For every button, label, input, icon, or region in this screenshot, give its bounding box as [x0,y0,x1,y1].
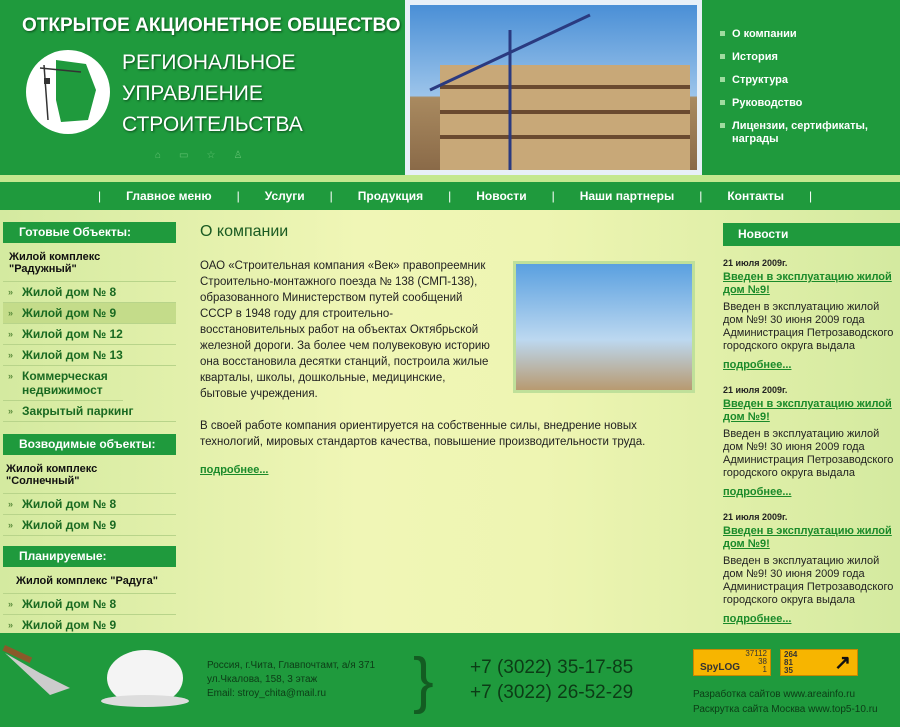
news-item [723,384,900,499]
phones [470,655,633,705]
workers-photo [513,261,695,393]
news-item [723,257,900,372]
news-more-link[interactable]: подробнее... [723,486,792,498]
nav-main-menu[interactable]: Главное меню [126,189,212,203]
intro-paragraph: ОАО «Строительная компания «Век» правопреемник Строительно-монтажного поезда № 138 (СМП-138), образованного Министерством путей сообщений СССР в 1948 году для строительно-восстановительных работ на объектах Октябрьской железной дороги. За более чем полувековую историю она восстановила десятки станций, построила жилые кварталы, школы, дошкольные, медицинские, бытовые учреждения. [200,260,490,400]
sidebar-item[interactable]: » Жилой дом № 8 [3,282,176,303]
title-line: РЕГИОНАЛЬНОЕ [122,51,296,74]
address-line: Россия, г.Чита, Главпочтамт, а/я 371 [207,660,376,671]
counter-value: 81 [784,658,793,667]
news-heading: Новости [723,223,900,246]
arrow-icon: ↗ [834,652,851,674]
sidebar-heading: Возводимые объекты: [3,434,176,455]
page-title: О компании [200,223,289,240]
sidebar-item[interactable]: » Коммерческая недвижимост [3,366,123,401]
news-title[interactable]: Введен в эксплуатацию жилой дом №9! [723,398,892,423]
footer [0,633,900,727]
company-logo[interactable] [26,50,110,134]
nav-products[interactable]: Продукция [357,189,424,203]
news-title[interactable]: Введен в эксплуатацию жилой дом №9! [723,525,892,550]
nav-partners[interactable]: Наши партнеры [579,189,675,203]
menu-structure[interactable]: Структура [720,74,890,87]
counter-value: 37112 [745,649,767,658]
counter-value: 1 [762,665,767,674]
menu-history[interactable]: История [720,51,890,64]
main-nav: | Главное меню | Услуги | Продукция | Новости | Наши партнеры | Контакты | [0,182,900,210]
spylog-counter[interactable] [693,649,771,676]
sidebar [3,222,176,636]
address [207,659,375,701]
nav-news[interactable]: Новости [476,189,527,203]
brace-icon: } [413,646,434,715]
sidebar-group[interactable]: Жилой комплекс "Радуга" [3,569,176,594]
news-item [723,511,900,626]
counter-label: SpyLOG [700,662,741,673]
menu-licenses[interactable]: Лицензии, сертификаты, награды [720,120,890,146]
sitemap-icon[interactable]: ♙ [233,150,243,161]
content [200,224,700,478]
news-text: Введен в эксплуатацию жилой дом №9! 30 июня 2009 года Администрация Петрозаводского городского округа выдала [723,428,894,479]
more-link[interactable]: подробнее... [200,464,269,476]
folder-icon[interactable]: ▭ [179,150,189,161]
sidebar-item[interactable]: » Жилой дом № 8 [3,494,176,515]
header-photo [405,0,702,175]
title-line: УПРАВЛЕНИЕ [122,82,263,105]
address-line: ул.Чкалова, 158, 3 этаж [207,674,318,685]
news-text: Введен в эксплуатацию жилой дом №9! 30 июня 2009 года Администрация Петрозаводского городского округа выдала [723,301,894,352]
news-date: 21 июля 2009г. [723,385,788,395]
news-panel [723,223,900,638]
sidebar-group[interactable]: Жилой комплекс "Солнечный" [3,457,176,494]
title-line: СТРОИТЕЛЬСТВА [122,113,303,136]
header [0,0,900,175]
sidebar-item[interactable]: » Жилой дом № 13 [3,345,176,366]
counter-value: 35 [784,666,793,675]
counter-value: 264 [784,650,798,659]
sidebar-item[interactable]: » Жилой дом № 9 [3,615,176,636]
menu-management[interactable]: Руководство [720,97,890,110]
news-date: 21 июля 2009г. [723,258,788,268]
nav-contacts[interactable]: Контакты [727,189,784,203]
phone: +7 (3022) 35-17-85 [470,657,634,678]
credits [693,687,878,717]
org-type: ОТКРЫТОЕ АКЦИОНЕТНОЕ ОБЩЕСТВО [22,15,401,36]
home-icon[interactable]: ⌂ [155,150,162,161]
menu-about[interactable]: О компании [720,28,890,41]
counter-value: 38 [758,657,767,666]
second-paragraph: В своей работе компания ориентируется на собственные силы, внедрение новых технологий, мировых стандартов качества, повышение производительности труда. [200,420,646,448]
top-counter[interactable] [780,649,858,676]
sidebar-heading: Планируемые: [3,546,176,567]
divider [0,175,900,182]
helmet-trowel-icon [0,633,200,727]
company-title [122,47,303,140]
news-date: 21 июля 2009г. [723,512,788,522]
nav-services[interactable]: Услуги [264,189,305,203]
news-title[interactable]: Введен в эксплуатацию жилой дом №9! [723,271,892,296]
news-more-link[interactable]: подробнее... [723,613,792,625]
sidebar-item[interactable]: » Жилой дом № 8 [3,594,176,615]
news-text: Введен в эксплуатацию жилой дом №9! 30 июня 2009 года Администрация Петрозаводского городского округа выдала [723,555,894,606]
phone: +7 (3022) 26-52-29 [470,682,634,703]
sidebar-item[interactable]: » Жилой дом № 9 [3,515,176,536]
sidebar-item[interactable]: » Жилой дом № 9 [3,303,176,324]
sidebar-item[interactable]: » Жилой дом № 12 [3,324,176,345]
email[interactable]: Email: stroy_chita@mail.ru [207,688,327,699]
bookmark-icon[interactable]: ☆ [206,150,216,161]
news-more-link[interactable]: подробнее... [723,359,792,371]
credit-link[interactable]: Разработка сайтов www.areainfo.ru [693,689,856,700]
credit-link[interactable]: Раскрутка сайта Москва www.top5-10.ru [693,704,878,715]
sidebar-group[interactable]: Жилой комплекс "Радужный" [3,245,176,282]
sidebar-item[interactable]: » Закрытый паркинг [3,401,176,422]
sidebar-heading: Готовые Объекты: [3,222,176,243]
